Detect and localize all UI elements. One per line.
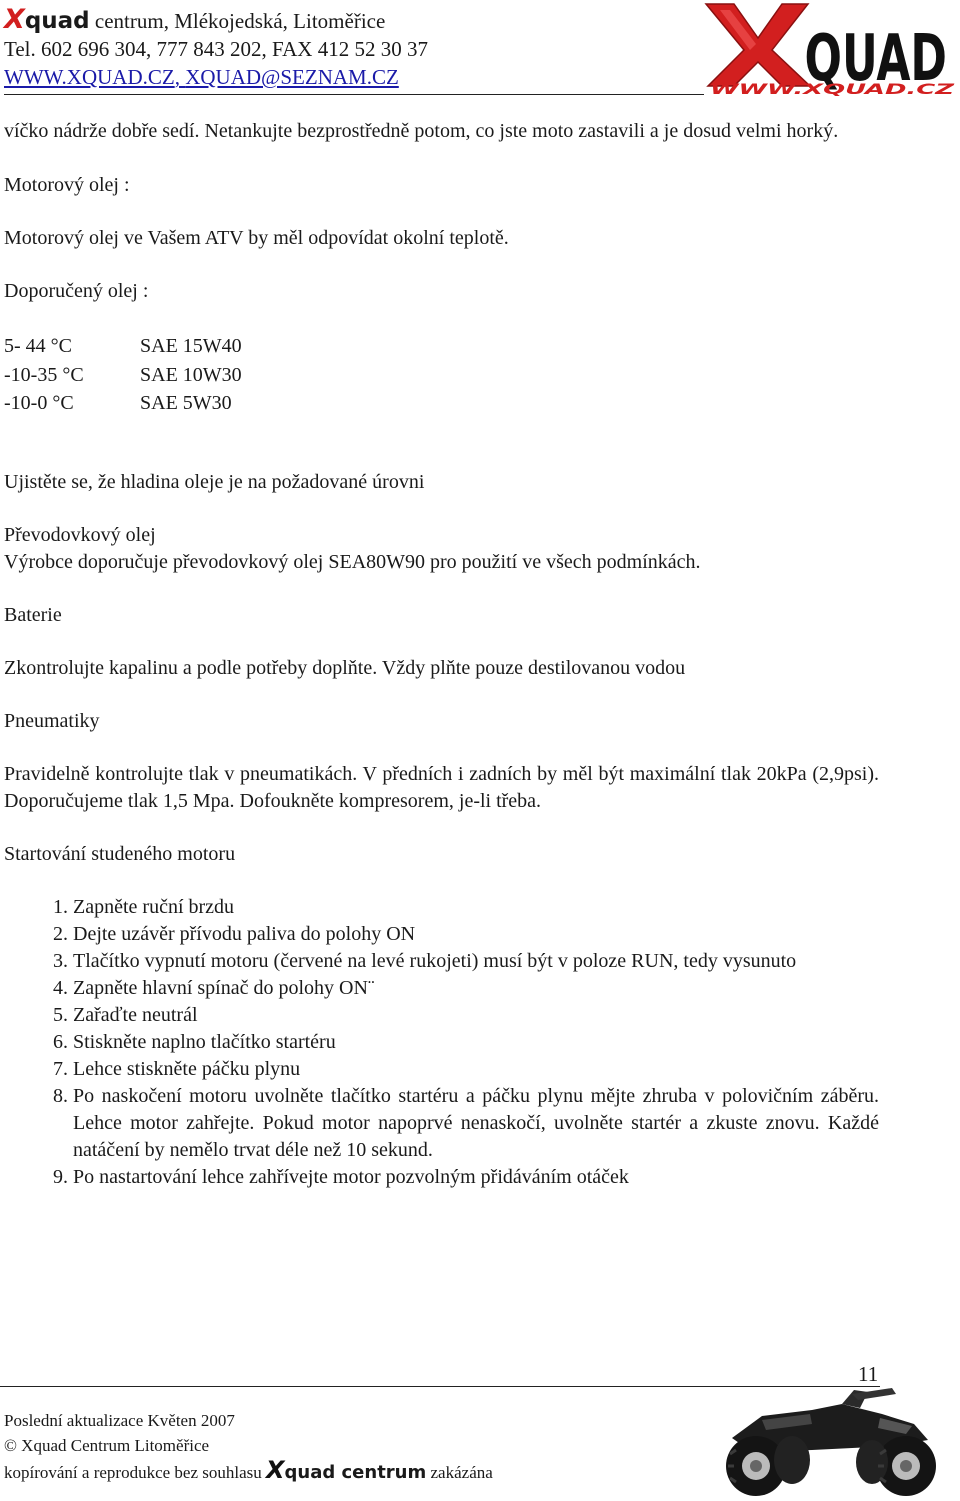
brand-word: quad (24, 8, 90, 34)
logo-url: WWW.XQUAD.CZ (710, 82, 956, 96)
brand-x-letter: X (4, 4, 25, 35)
paragraph-gear-oil: Výrobce doporučuje převodovkový olej SEA80W90 pro použití ve všech podmínkách. (4, 550, 701, 573)
address-text: centrum, Mlékojedská, Litoměřice (89, 9, 386, 33)
list-item: 8. Po naskočení motoru uvolněte tlačítko startéru a páčku plynu mějte zhruba v polovičním záběru. Lehce motor zahřejte. Pokud motor napoprvé nenaskočí, uvolněte startér a zkuste znovu. Každé natáčení by nemělo trvat déle než 10 sekund. (73, 1083, 879, 1164)
footer-notice-pre: kopírování a reprodukce bez souhlasu (4, 1463, 266, 1482)
heading-battery: Baterie (4, 603, 62, 626)
link-separator: , (174, 65, 186, 89)
footer-notice-post: zakázána (426, 1463, 493, 1482)
footer-copyright: © Xquad Centrum Litoměřice (4, 1436, 210, 1455)
page-footer (4, 1408, 493, 1485)
phone-line: Tel. 602 696 304, 777 843 202, FAX 412 52 30 37 (4, 37, 428, 61)
list-item: 2. Dejte uzávěr přívodu paliva do polohy ON (73, 921, 879, 948)
website-link[interactable]: WWW.XQUAD.CZ (4, 65, 175, 89)
heading-gear-oil: Převodovkový olej (4, 523, 156, 546)
list-item: 1. Zapněte ruční brzdu (73, 894, 879, 921)
list-item: 5. Zařaďte neutrál (73, 1002, 879, 1029)
oil-grade: SAE 5W30 (140, 392, 232, 414)
atv-illustration (692, 1380, 954, 1498)
oil-table (4, 332, 879, 418)
oil-grade: SAE 10W30 (140, 363, 242, 386)
list-item: 6. Stiskněte naplno tlačítko startéru (73, 1029, 879, 1056)
oil-table-row (4, 389, 879, 418)
header-line-1 (4, 6, 428, 35)
paragraph-oil-level: Ujistěte se, že hladina oleje je na požadované úrovni (4, 470, 425, 493)
email-link[interactable]: XQUAD@SEZNAM.CZ (185, 65, 399, 89)
heading-recommended-oil: Doporučený olej : (4, 280, 149, 302)
oil-table-row (4, 361, 879, 390)
oil-temp: 5- 44 °C (4, 335, 72, 357)
list-item: 7. Lehce stiskněte páčku plynu (73, 1056, 879, 1083)
heading-motor-oil: Motorový olej : (4, 174, 130, 196)
page-number: 11 (858, 1362, 879, 1386)
footer-brand: quad centrum (284, 1462, 427, 1483)
cold-start-steps (4, 894, 879, 1191)
list-item: 3. Tlačítko vypnutí motoru (červené na levé rukojeti) musí být v poloze RUN, tedy vysunuto (73, 948, 879, 975)
header-line-3 (4, 63, 428, 91)
contact-block (4, 6, 428, 91)
oil-temp: -10-35 °C (4, 363, 84, 386)
oil-table-row (4, 332, 879, 361)
footer-brand-x: X (266, 1456, 285, 1484)
list-item: 9. Po nastartování lehce zahřívejte motor pozvolným přidáváním otáček (73, 1164, 879, 1191)
paragraph-tires: Pravidelně kontrolujte tlak v pneumatikách. V předních i zadních by měl být maximální tlak 20kPa (2,9psi). Doporučujeme tlak 1,5 Mpa. Dofoukněte kompresorem, je-li třeba. (4, 762, 879, 812)
footer-last-update: Poslední aktualizace Květen 2007 (4, 1411, 235, 1430)
oil-temp: -10-0 °C (4, 392, 74, 414)
heading-cold-start: Startování studeného motoru (4, 842, 236, 865)
logo-word: QUAD (804, 20, 947, 96)
oil-grade: SAE 15W40 (140, 335, 242, 357)
paragraph-motor-oil: Motorový olej ve Vašem ATV by měl odpovídat okolní teplotě. (4, 227, 509, 249)
paragraph-fuel-cap: víčko nádrže dobře sedí. Netankujte bezprostředně potom, co jste moto zastavili a je dosud velmi horký. (4, 120, 839, 142)
list-item: 4. Zapněte hlavní spínač do polohy ON¨ (73, 975, 879, 1002)
footer-copy-notice (4, 1458, 493, 1485)
paragraph-battery: Zkontrolujte kapalinu a podle potřeby doplňte. Vždy plňte pouze destilovanou vodou (4, 656, 686, 679)
header-rule (4, 94, 704, 95)
xquad-logo (700, 0, 956, 96)
document-body (4, 118, 879, 1191)
heading-tires: Pneumatiky (4, 709, 100, 732)
